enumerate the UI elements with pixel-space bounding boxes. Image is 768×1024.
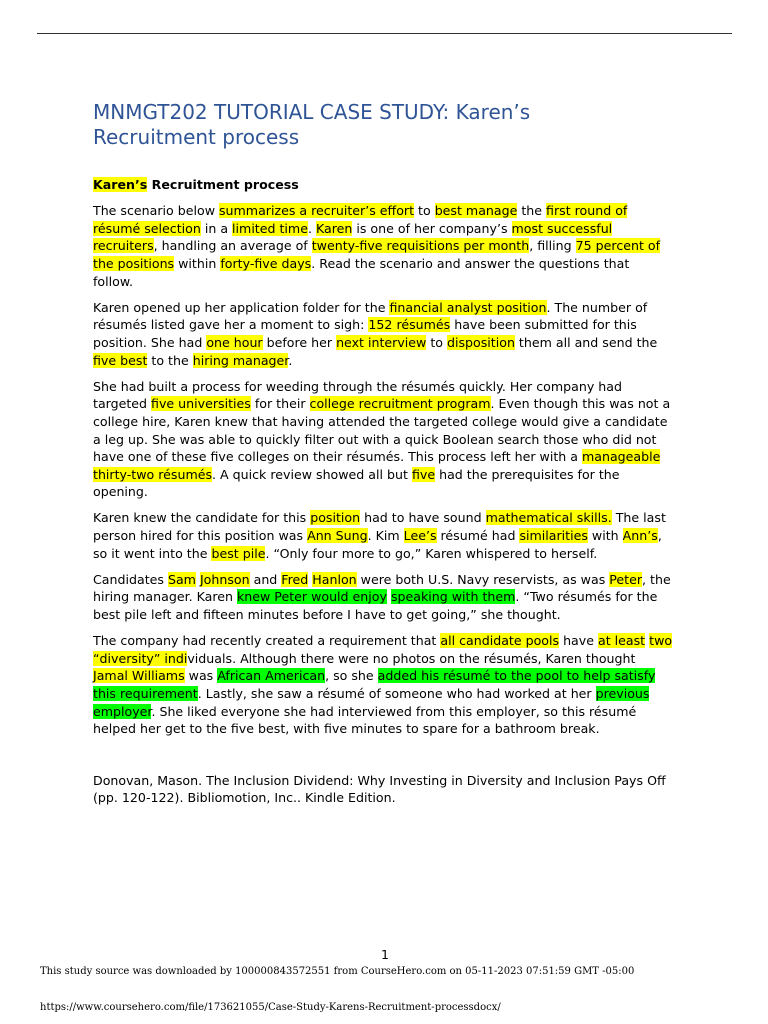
text-run: The company had recently created a requirement that	[93, 633, 441, 649]
text-run: .	[288, 352, 293, 368]
highlighted-text: Fred	[281, 571, 309, 587]
text-run: , handling an average of	[153, 238, 312, 254]
text-run: for their	[250, 396, 310, 412]
paragraph-1	[93, 202, 673, 290]
highlighted-text: Sam	[167, 571, 196, 587]
text-run: them all and send the	[514, 334, 658, 350]
highlighted-text: mathematical skills.	[485, 510, 612, 526]
heading-text: Recruitment process	[147, 177, 299, 192]
paragraph-6	[93, 632, 673, 738]
highlighted-text: Johnson	[199, 571, 250, 587]
text-run: , so it went into the	[93, 528, 662, 561]
text-run: , so she	[325, 668, 378, 684]
text-run: The last person hired for this position was	[93, 510, 666, 544]
highlighted-text: Lee’s	[403, 528, 437, 544]
highlighted-text: best manage	[434, 203, 518, 219]
text-run: Karen opened up her application folder for the	[93, 299, 390, 315]
text-run: have been submitted for this position. She had	[93, 317, 637, 350]
highlighted-text: first round of résumé selection	[93, 203, 628, 236]
text-run: . Even though this was not a college hire, Karen knew that having attended the targeted college would give a candidate a leg up. She was able to quickly filter out with a quick Boolean search those who did not have one of these five colleges on their résumés. This process left her with a	[93, 396, 671, 465]
highlighted-text: one hour	[206, 334, 263, 350]
document-body	[93, 176, 673, 816]
text-run: was	[184, 668, 218, 684]
paragraph-3	[93, 378, 673, 501]
document-title: MNMGT202 TUTORIAL CASE STUDY: Karen’s Recruitment process	[93, 100, 531, 149]
highlighted-text: financial analyst position	[389, 299, 547, 315]
text-run: the	[517, 203, 547, 219]
text-run: to	[414, 203, 435, 219]
green-highlighted-text: African American	[217, 668, 326, 684]
text-run: She had built a process for weeding through the résumés quickly. Her company had targeted	[93, 378, 622, 412]
text-run: have	[559, 633, 598, 649]
text-run: in a	[200, 220, 233, 236]
highlighted-text: Jamal Williams	[93, 668, 185, 684]
green-highlighted-text: speaking with them	[390, 589, 516, 605]
highlighted-text: similarities	[519, 528, 588, 544]
text-run: . The number of résumés listed gave her a moment to sigh:	[93, 299, 648, 333]
highlighted-text: disposition	[446, 334, 515, 350]
highlighted-text: best pile	[211, 545, 266, 561]
text-run: to	[426, 334, 447, 350]
text-run: within	[174, 255, 221, 271]
text-run: to the	[147, 352, 193, 368]
highlighted-text: most successful recruiters	[93, 220, 613, 254]
highlighted-text: all candidate pools	[440, 633, 560, 649]
paragraph-4	[93, 509, 673, 562]
highlighted-text: college recruitment program	[309, 396, 491, 412]
text-run: with	[587, 528, 623, 544]
highlighted-text: Ann’s	[622, 528, 658, 544]
text-run: . Kim	[367, 528, 404, 544]
highlighted-text: five	[411, 466, 436, 482]
text-run: . She liked everyone she had interviewed from this employer, so this résumé helped her get to the five best, with five minutes to spare for a bathroom break.	[93, 703, 637, 737]
green-highlighted-text: knew Peter would enjoy	[236, 589, 387, 605]
text-run: had to have sound	[360, 510, 486, 526]
green-highlighted-text: previous employer	[93, 686, 650, 719]
header-rule	[37, 33, 732, 34]
heading-highlight: Karen’s	[93, 177, 148, 192]
highlighted-text: five universities	[151, 396, 251, 412]
highlighted-text: Ann Sung	[307, 528, 368, 544]
highlighted-text: hiring manager	[192, 352, 289, 368]
source-url[interactable]: https://www.coursehero.com/file/173621055/Case-Study-Karens-Recruitment-processdocx/	[40, 1002, 501, 1013]
text-run: before her	[262, 334, 337, 350]
download-notice: This study source was downloaded by 100000843572551 from CourseHero.com on 05-11-2023 07:51:59 GMT -05:00	[40, 966, 635, 977]
highlighted-text: next interview	[336, 334, 427, 350]
highlighted-text: limited time	[232, 220, 308, 236]
highlighted-text: at least	[597, 633, 646, 649]
text-run: . Read the scenario and answer the questions that follow.	[93, 255, 630, 289]
text-run: and	[249, 571, 282, 587]
text-run: résumé had	[436, 528, 520, 544]
text-run: had the prerequisites for the opening.	[93, 466, 620, 500]
paragraph-2	[93, 299, 673, 369]
text-run: were both U.S. Navy reservists, as was	[356, 571, 610, 587]
text-run: Candidates	[93, 571, 168, 587]
highlighted-text: Karen	[315, 220, 353, 236]
text-run: The scenario below	[93, 203, 219, 219]
text-run: . A quick review showed all but	[212, 466, 412, 482]
highlighted-text: forty-five days	[220, 255, 312, 271]
citation: Donovan, Mason. The Inclusion Dividend: Why Investing in Diversity and Inclusion Pays Off (pp. 120-122). Bibliomotion, Inc.. Kindle Edition.	[93, 772, 666, 806]
page-number: 1	[380, 947, 389, 962]
text-run: . Lastly, she saw a résumé of someone who had worked at her	[197, 686, 596, 701]
highlighted-text: Peter	[609, 571, 643, 587]
text-run: .	[307, 220, 316, 236]
highlighted-text: two “diversity” indi	[93, 633, 673, 666]
highlighted-text: summarizes a recruiter’s effort	[219, 203, 415, 219]
highlighted-text: Hanlon	[312, 571, 357, 587]
paragraph-5	[93, 571, 673, 624]
text-run: . “Two résumés for the best pile left and fifteen minutes before I have to get going,” she thought.	[93, 589, 658, 623]
text-run: Karen knew the candidate for this	[93, 510, 311, 526]
text-run: viduals. Although there were no photos on the résumés, Karen thought	[187, 650, 636, 666]
text-run: . “Only four more to go,” Karen whispered to herself.	[265, 545, 598, 561]
green-highlighted-text: added his résumé to the pool to help satisfy this requirement	[93, 668, 656, 701]
text-run: , filling	[529, 238, 576, 254]
highlighted-text: 152 résumés	[368, 317, 451, 333]
highlighted-text: 75 percent of the positions	[93, 238, 661, 271]
highlighted-text: position	[310, 510, 361, 526]
text-run: , the hiring manager. Karen	[93, 571, 671, 605]
highlighted-text: manageable thirty-two résumés	[93, 449, 661, 482]
section-heading	[93, 176, 673, 194]
highlighted-text: twenty-five requisitions per month	[311, 238, 530, 254]
highlighted-text: five best	[93, 352, 148, 368]
text-run: is one of her company’s	[352, 220, 512, 236]
